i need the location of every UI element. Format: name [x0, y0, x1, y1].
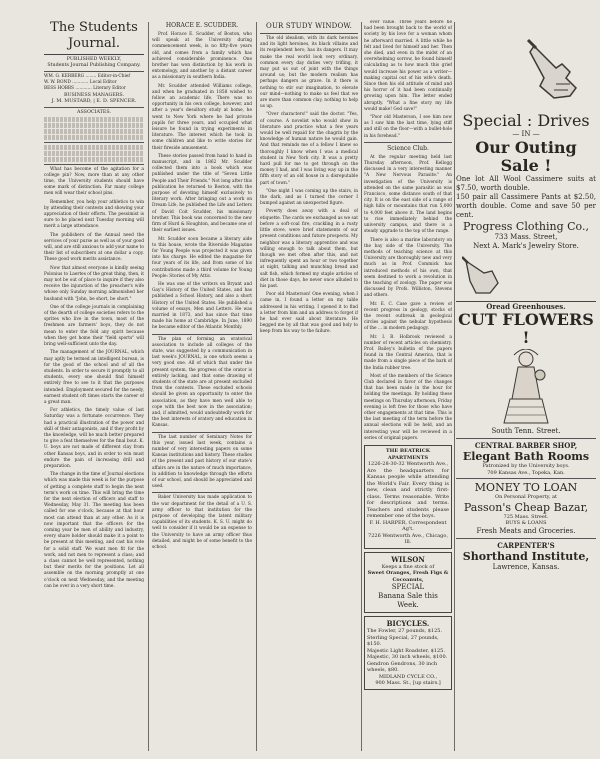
barber-address: 709 Kansas Ave., Topeka, Kan. — [487, 469, 565, 476]
bicycles-line: Gendron Gendrons, 30 inch wheels, $80. — [367, 660, 438, 673]
column-rule — [454, 22, 455, 751]
bicycles-line: 900 Mass. St., [up stairs.] — [375, 680, 441, 686]
wilson-line: Banana Sale this Week. — [378, 592, 438, 609]
associates-heading: ASSOCIATES. — [77, 109, 111, 115]
editorial-column — [44, 20, 144, 753]
editorial-paragraph: One of the college journals in complaining of the dearth of college societies refers to the sprites who live in the town, most of the freshmen are farmers' boys, they do not mean to enter the fold any spirit because when they get home their "field sports" will bring well-sufficient unto the day. — [44, 304, 144, 348]
advertisement-column — [456, 20, 596, 753]
article-paragraph: "Over characters!" said the doctor. "Yes, of course. A novelist who would show in literature and practice what a few years would be well repaid for the chagrin by the knowledge of human nature he would gain. And that reminds me of a fellow I knew so thoroughly I know when I was a medical student in New York city. It was a pretty hard pull for me to get through on the money I had, and I was living way up in the fifth story of an old house in a disreputable part of town." — [260, 112, 358, 186]
oread-greenhouses: Oread Greenhouses. — [456, 301, 596, 311]
study-window-column — [260, 20, 358, 753]
passon-buys: BUYS & LOANS — [505, 520, 547, 526]
bicycles-line: The Fowler, 27 pounds, $125. — [367, 628, 443, 634]
wilson-special: SPECIAL — [391, 583, 425, 591]
beatrick-title: THE BEATRICK APARTMENTS — [385, 448, 431, 461]
article-paragraph: Most of the members of the Science Club declared in favor of the changes that has been made in the hour for holding the meetings. By holding these meetings on Thursday afternoon, Friday evening is left free for those who have other engagements at that time. This is the last meeting of the term before the annual elections will be held, and an interesting year will be reviewed in a series of original papers. — [364, 373, 452, 441]
passon-address: 725 Mass. Street. — [503, 513, 549, 520]
bicycles-line: MIDLAND CYCLE CO., — [378, 673, 438, 680]
outing-sale-body: One lot All Wool Cassimere suits at $7.50, worth double. — [456, 175, 596, 192]
editorial-paragraph: Remember, you help your athletics to win by attending their contests and showing your appreciation of their efforts. The pessimist is sure to be placed next Tuesday morning will merit a large attendance. — [44, 199, 144, 230]
money-to-loan: MONEY TO LOAN — [474, 481, 578, 494]
bicycles-ad — [364, 616, 452, 690]
progress-clothing-address: 733 Mass. Street, — [494, 233, 558, 241]
shorthand-institute: Shorthand Institute, — [462, 549, 590, 563]
editorial-paragraph: The publishers of the Annual need the services of your purse as well as of your good will, and are still anxious to add your name to their list of subscribers at one dollar a copy. These good work merits assistance. — [44, 232, 144, 263]
money-subtitle: On Personal Property, at — [494, 494, 558, 500]
article-paragraph: ever value. Three years before he had been brought back to the world of society by his love for a woman whom he afterward married. A little while he felt and lived for himself and her. Then she died, and even in the midst of an overwhelming sorrow, he found himself calculating as to how much this grief would increase his power as a writer—making capital out of his wife's death. Since then his old attitude of mind and his horror of it had been continually growing upon him. The letter ended abruptly. "What a fine story my life would make! God save!" — [364, 20, 452, 112]
editorial-paragraph: The management of the JOURNAL, which may aptly be termed an intelligent burean, is for the good of the school and of all the students. In order to secure it promptly to all students, every one should find himself entirely free to see to it that the purposes intended. Employment secured for the needy, earnest student oft times starts the career of a great man. — [44, 350, 144, 405]
pants-offer: 150 pair all Cassimere Pants at $2.50, worth double. Come and save 50 per cent. — [456, 193, 596, 219]
article-paragraph: Mr. E. C. Case gave a review of recent progress in geology, stocks of the recent outbreak in geological circles against the nebular hypothesis of the ... in modern pedagogy. — [364, 301, 452, 332]
girl-with-flowers-illustration — [496, 349, 556, 427]
carpenters-heading: CARPENTER'S — [497, 540, 555, 550]
article-paragraph: "One night I was coming up the stairs, in the dark, and as I turned the corner I bumped against an unexpected figure. — [260, 188, 358, 207]
article-paragraph: At the regular meeting held last Thursday afternoon, Prof. Kellogg discussed in a very interesting manner "A New Nervous Parasite." An investigation of the University is attended on the same parasitic as was Francisco, some distance south of that city. It is on the east side of a range of high hills or mountains that run 5,000 to 4,000 feet above it. The land begins to rise immediately behind the university campus, and there is a steady upgrade to the top of the range. — [364, 154, 452, 235]
column-rule — [361, 22, 362, 751]
science-club-title: Science Club. — [387, 144, 429, 152]
beatrick-ad — [364, 445, 452, 549]
wilson-line: Keeps a fine stock of — [381, 563, 435, 570]
staff-line: BESS HOBBS ............ Literary Editor — [44, 86, 126, 92]
bicycles-title: BICYCLES. — [386, 619, 430, 628]
article-paragraph: These stories passed from hand to hand in manuscript, and in 1862 Mr. Scudder collected them into a book which was published under the title of "Seven Little People and Their Friends." Not long after this publication he returned to Boston, with the purpose of devoting himself exclusively to literary work. After bringing out a work on Dream Life, he published the Life and Letters of David Coit Scudder, his missionary brother. This book was concerned to the new firm of Hurd & Houghton, and became one of their earliest issues. — [152, 153, 252, 234]
lawrence-kansas: Lawrence, Kansas. — [492, 562, 560, 571]
barber-subtitle: Patronized by the University boys. — [482, 463, 570, 469]
article-paragraph: Mr. I. B. Holbrook reviewed a number of recent articles on chemistry. Prof. Bailey's bulletin of the papers found in the Central America, that is made from a single piece of the bark of the India rubber tree. — [364, 334, 452, 371]
progress-clothing-next: Next A. Mark's Jewelry Store. — [473, 242, 579, 250]
article-paragraph: The last number of Seminary Notes for this year, issued last week, contains a number of very interesting papers on some Kansas institutions and history. These studies of the present and past history of our state's affairs are in the nature of much importance, in addition to knowledge through the efforts of our school, and should be appreciated and used. — [152, 434, 252, 490]
editorial-paragraph: The change in the time of Journal elections which was made this week is for the purpose of getting a complete staff to begin the next term's work on time. This will bring the time for the next election of officers and staff to Wednesday, May 31. The meeting has been called for one o'clock, because at that hour most can attend than at any other. As it is now important that the officers for the coming year be men of ability and industry, every share holder should make it a point to be present at this meeting, and cast his vote for a solid staff. We want men fit for the work, and not men to represent a class; and a class cannot be well represented, nothing but their merits for the positions. Let all assemble on the morning promptly at one o'clock on next Wednesday, and the meeting can be over in a very short time. — [44, 472, 144, 589]
study-window-title: OUR STUDY WINDOW. — [266, 22, 352, 30]
scudder-title: HORACE E. SCUDDER. — [165, 22, 239, 29]
article-paragraph: Poverty does away with a deal of etiquette. The cards we exchanged as we sat before a soft-coal fire, crackling in a rusty little stove, were brief statements of our present conditions and future prospects. My neighbor was a literary apprentice and was willing enough to talk about them, but though we met often after this, and not infrequently spent an hour or two together at night, talking and munching bread and salt fish, which formed my staple articles of diet in those days, he never once alluded to his past. — [260, 209, 358, 289]
editorial-paragraph: For athletics, the timely value of last Saturday was a fortunate occurrence. They had a practical illustration of the power and skill of their antagonists, and if they profit by the knowledge, will be much better prepared to give a feat themselves for the final bout. K. U. boys are not made of different clay from other Kansas boys, and in order to win must endure the pain of increasing drill and preparation. — [44, 408, 144, 469]
article-paragraph: Mr. Scudder attended Williams college, and when he graduated in 1858 wished to follow an academic life. There was no opportunity in his own college, however, and after a year's desultory study at home, he went to New York where he had private pupils for three years, and occupied what leisure he found in trying experiments in literature. The interest which he took in some children and like to write stories for their fireside amusement. — [152, 83, 252, 151]
elegant-bath-rooms: Elegant Bath Rooms — [462, 450, 590, 463]
scudder-column — [152, 20, 252, 753]
staff-line: WM. G. KERBERG ........ Editor-in-Chief — [44, 74, 130, 79]
editorial-paragraph: Now that almost everyone is kindly seeing Polonius to Laertes of the great thing, then, it may not be out of place to inquire if they also receive the injunction of the preacher's wife whose only Sunday morning admonished her husband with "John, be short, be short." — [44, 265, 144, 302]
staff-line: W. W. BOND ............ Local Editor — [44, 80, 117, 86]
special-drives-in: — IN — — [512, 130, 540, 138]
wilson-ad — [364, 552, 452, 614]
beatrick-address2: 7226 Wentworth Ave., Chicago, Ill. — [368, 532, 448, 545]
special-drives-heading: Special : Drives — [462, 111, 590, 130]
article-paragraph: The old idealism, with its dark heroines and its light heroines, its black villains and its resplendent hero, has its dangers. It may make the real world look very ordinary, common every day duties very trifling, it may put us out of joint with the things around us; but the modern realism has perhaps dangers as grave. In it there is nothing to stir our imagination, to elevate our mind—nothing to make us feel that we are more than common clay, nothing to help us up. — [260, 36, 358, 110]
published-line: PUBLISHED WEEKLY, — [66, 57, 122, 62]
science-column — [364, 20, 452, 753]
beatrick-address: 1226-28-30-32 Wentworth Ave., — [367, 461, 449, 467]
publisher-line: Students Journal Publishing Company. — [47, 63, 141, 68]
article-paragraph: The plan of forming an oratorical association to include all colleges of the state, was suggested by a communication in last week's JOURNAL, is one which seems a very good one. All of which that under the present system, the progress of the orator is entirely lacking, and that some drawing of students of the state are at present excluded from the contests. These excluded schools should be given an opportunity to enter the association, as they have men well able to cope with the best now in the association; and, if admitted, would undoubtedly work for the best interests of oratory and education in Kansas. — [152, 336, 252, 429]
outing-sale-heading: Our Outing Sale ! — [475, 138, 577, 175]
beatrick-sign: F. H. HARPER, Correspondent Ag't. — [369, 519, 447, 532]
article-paragraph: There is also a marine laboratory on the bay side of the University. The methods of teaching science at this University are thoroughly new and very much as in Prof. Commick has introduced methods of his own, that seem destined to work a revolution in the teaching of zoology. The paper was discussed by Profs. Williston, Stevens and others. — [364, 237, 452, 299]
column-rule — [256, 22, 257, 751]
article-paragraph: Poor old Masterson! One evening, when I came in, I found a letter on my table addressed in his writing. I opened it to find a letter from him and an address to forget if he had ever said about literature. He begged me by all that was good and holy to keep from his way to the failure. — [260, 292, 358, 335]
bicycles-line: Majestic Light Roadster, $125. — [367, 647, 445, 654]
article-paragraph: Mr. Scudder soon became a literary aide to this house, wrote the Riverside Magazine for Young People was projected it was given into his charge. He edited the magazine for four years of its life, and from some of his contributions made a third volume for Young People: Stories of My Attic. — [152, 236, 252, 279]
column-rule — [148, 22, 149, 751]
wilson-line: Sweet Oranges, Fresh Figs & Cocoanuts, — [367, 570, 449, 583]
progress-clothing-name: Progress Clothing Co., — [463, 220, 589, 233]
article-paragraph: "Poor old Masterson, I see him now as I saw him the last time, lying stiff and still on the floor—with a bullet-hole in his forehead." — [364, 115, 452, 139]
cut-flowers-heading: CUT FLOWERS ! — [458, 310, 594, 347]
south-tenn-street: South Tenn. Street. — [491, 427, 561, 435]
masthead: The Students Journal. — [44, 20, 144, 55]
wilson-title: WILSON — [391, 554, 425, 564]
article-paragraph: Prof. Horace E. Scudder, of Boston, who will speak at the University during commencement week, is no fifty-five years old, and comes from a family which has achieved considerable prominence. One brother has won distinction by his work in entomology, and another by a distant career as a missionary in southern India. — [152, 32, 252, 81]
editorial-paragraph: What has become of the agitation for a college pin? Now, more than at any other time, the University students should have some mark of distinction. Far many college men will wear their school pins. — [44, 166, 144, 197]
article-paragraph: Baker University has made application to the war department for the detail of a U. S. army officer to that institution for the purpose of developing the latent military capabilities of its students. K. S. U. might do well to consider if it would be an expense to the University to have an army officer thus detailed, and might be of some benefit to the school. — [152, 495, 252, 551]
article-paragraph: He was one of the writers on Bryant and Gay's History of the United States, and has published a School History, and also a short History of the United States. He published a volume of essays, Men and Letters. He was married in 1873, and has since that time made his home at Cambridge. In June, 1890 he became editor of the Atlantic Monthly. — [152, 281, 252, 331]
bicycles-line: Majestic, 30 inch wheels, $100. — [367, 654, 448, 660]
bicycles-line: Sterling Special, 27 pounds, $150. — [367, 634, 439, 647]
beatrick-body: Are the headquarters for Kansas people while attending the World's Fair. Every thing is new, clean and strictly first-class. Terms reasonable. Write for descriptions and terms. Teachers and students please remember one of the boys. — [367, 467, 449, 519]
business-heading: BUSINESS MANAGERS. — [63, 92, 125, 98]
barber-shop-name: CENTRAL BARBER SHOP, — [474, 441, 578, 450]
fresh-meats: Fresh Meats and Groceries. — [476, 526, 576, 535]
pointing-hand-icon — [462, 255, 502, 299]
passon-bazar: Passon's Cheap Bazar, — [463, 500, 589, 514]
business-line: J. M. MUSTARD, | E. D. SPENCER. — [51, 98, 137, 104]
pointing-hand-icon — [526, 38, 586, 108]
